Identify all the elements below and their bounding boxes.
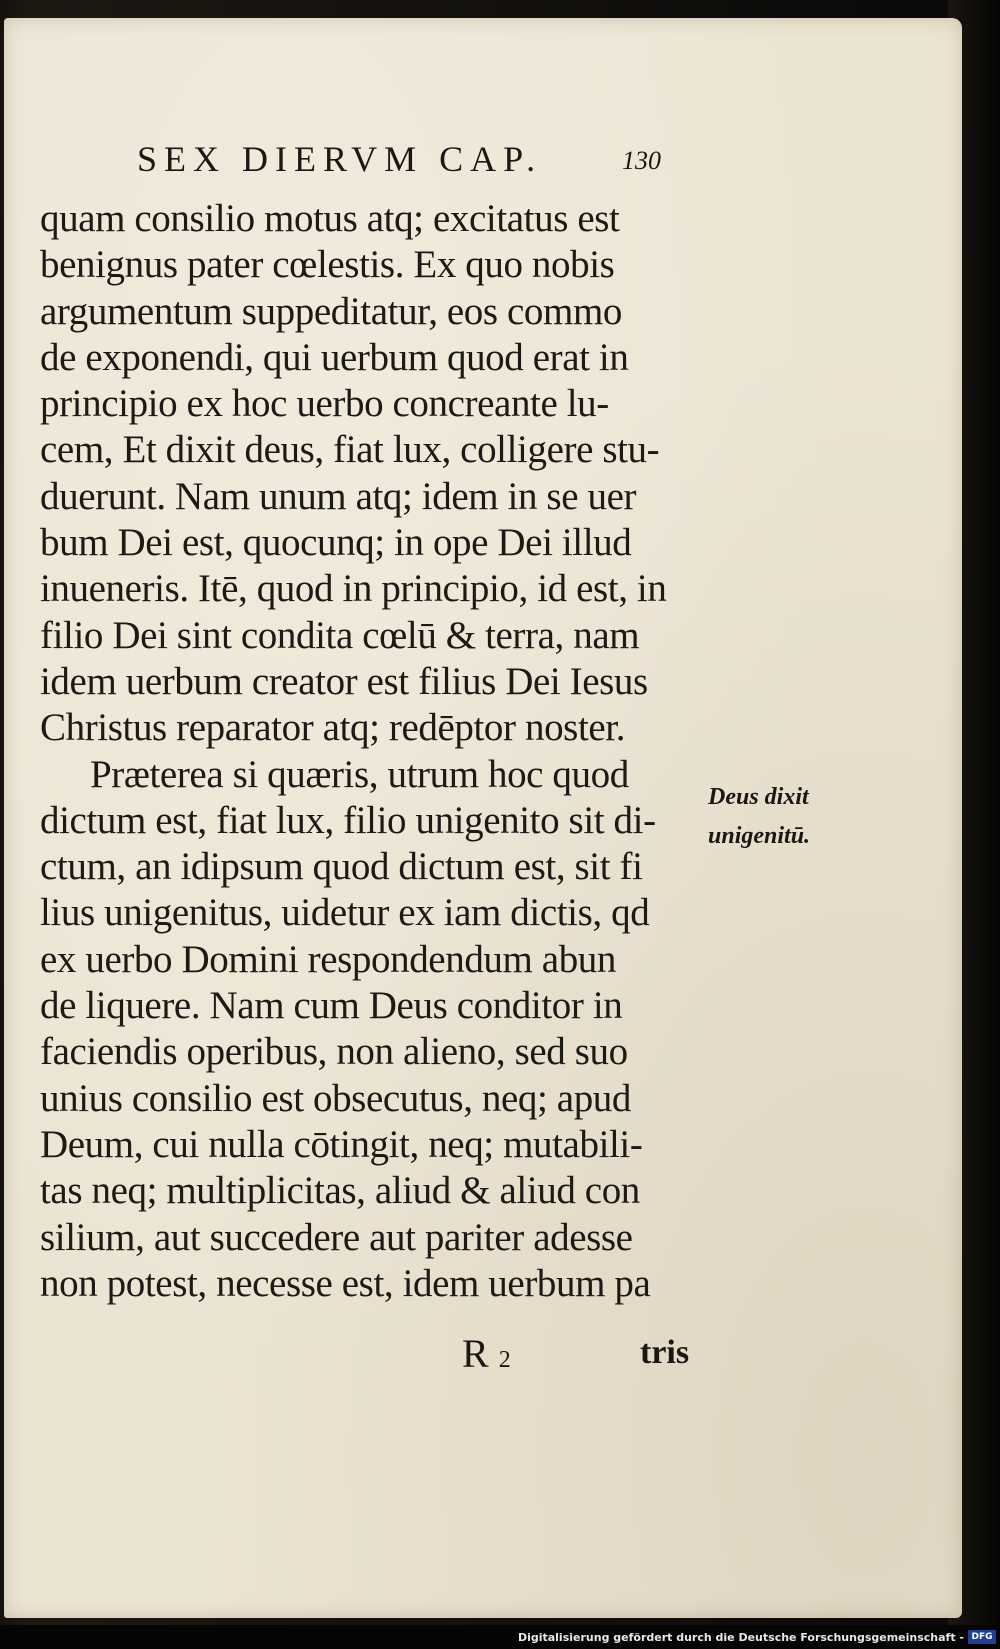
funding-credit: Digitalisierung gefördert durch die Deutsche Forschungsgemeinschaft - [517, 1631, 964, 1644]
footer-bar [0, 1625, 1000, 1649]
text-line: tas neq; multiplicitas, aliud & aliud con [40, 1169, 640, 1213]
marginal-note-line: unigenitū. [708, 823, 811, 849]
text-line: inueneris. Itē, quod in principio, id est, in [40, 567, 667, 611]
running-head: SEX DIERVM CAP. [137, 139, 543, 179]
marginal-note [708, 778, 810, 856]
signature-letter: R [462, 1331, 489, 1376]
text-line: duerunt. Nam unum atq; idem in se uer [40, 474, 637, 518]
text-line: de liquere. Nam cum Deus conditor in [40, 984, 623, 1028]
dfg-logo: DFG [968, 1630, 996, 1644]
text-line: benignus pater cœlestis. Ex quo nobis [40, 243, 615, 287]
signature-number: 2 [498, 1347, 511, 1373]
text-line: ex uerbo Domini respondendum abun [40, 937, 617, 981]
text-line: ctum, an idipsum quod dictum est, sit fi [40, 845, 643, 889]
catchword: tris [640, 1334, 690, 1371]
text-line: bum Dei est, quocunq; in ope Dei illud [40, 521, 632, 565]
marginal-note-line: Deus dixit [708, 784, 809, 810]
text-line: faciendis operibus, non alieno, sed suo [40, 1030, 628, 1074]
folio-number: 130 [622, 146, 661, 175]
text-line: silium, aut succedere aut pariter adesse [40, 1215, 633, 1259]
text-line: unius consilio est obsecutus, neq; apud [40, 1076, 631, 1120]
text-line: filio Dei sint condita cœlū & terra, nam [40, 613, 640, 657]
text-line: dictum est, fiat lux, filio unigenito sit di- [40, 798, 656, 842]
text-line: principio ex hoc uerbo concreante lu- [40, 382, 609, 426]
signature-mark [462, 1330, 511, 1377]
text-line: cem, Et dixit deus, fiat lux, colligere stu- [40, 428, 660, 472]
text-line: de exponendi, qui uerbum quod erat in [40, 335, 629, 379]
text-line: non potest, necesse est, idem uerbum pa [40, 1261, 651, 1305]
text-line: quam consilio motus atq; excitatus est [40, 197, 620, 240]
text-line: Deum, cui nulla cōtingit, neq; mutabili- [40, 1122, 643, 1166]
text-line: Christus reparator atq; redēptor noster. [40, 706, 626, 750]
paragraph-start-line: Præterea si quæris, utrum hoc quod [90, 752, 629, 796]
text-line: idem uerbum creator est filius Dei Iesus [40, 659, 648, 703]
text-line: lius unigenitus, uidetur ex iam dictis, qd [40, 891, 650, 935]
text-line: argumentum suppeditatur, eos commo [40, 289, 623, 333]
text-block [40, 196, 700, 1307]
